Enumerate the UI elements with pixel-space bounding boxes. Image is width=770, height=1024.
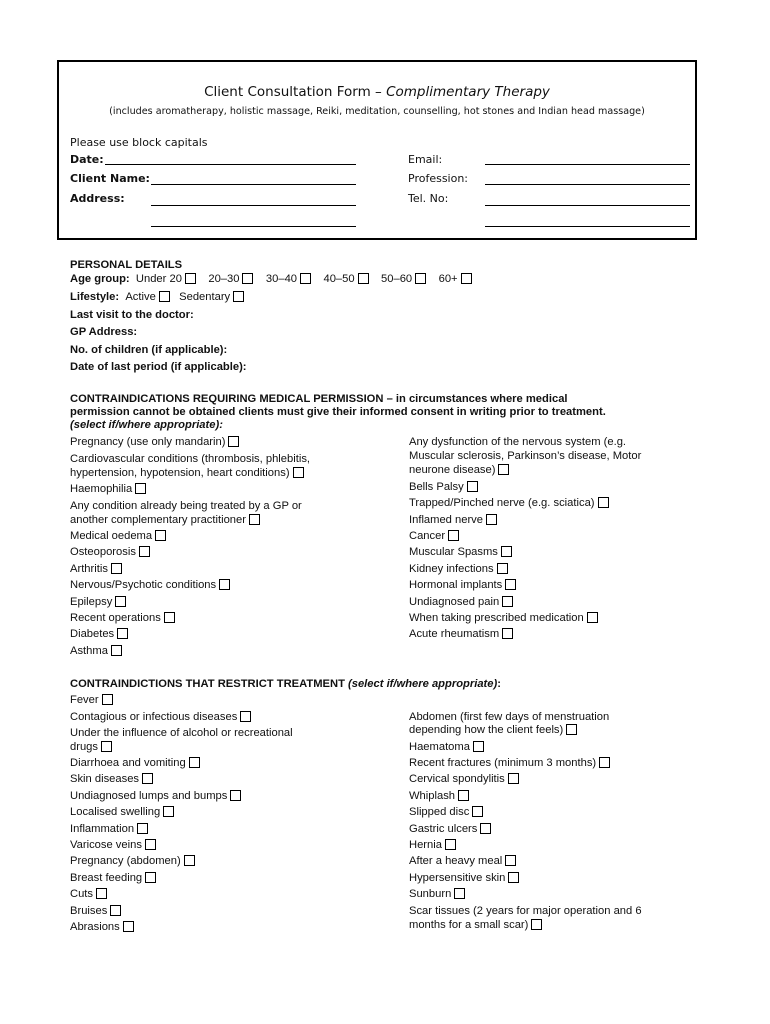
age-checkbox[interactable] — [415, 273, 426, 284]
address-field-line-1[interactable] — [151, 205, 356, 206]
checkbox[interactable] — [508, 872, 519, 883]
list-item: Contagious or infectious diseases — [70, 711, 251, 725]
checkbox[interactable] — [184, 855, 195, 866]
list-item: Inflamed nerve — [409, 514, 497, 528]
email-label: Email: — [408, 153, 443, 166]
gp-address-label: GP Address: — [70, 326, 138, 338]
client-name-field[interactable] — [151, 184, 356, 185]
age-checkbox[interactable] — [300, 273, 311, 284]
list-item: Slipped disc — [409, 806, 483, 820]
list-item: Diarrhoea and vomiting — [70, 757, 200, 771]
age-option: 20–30 — [208, 273, 240, 285]
address-label: Address: — [70, 192, 125, 205]
checkbox[interactable] — [480, 823, 491, 834]
age-checkbox[interactable] — [461, 273, 472, 284]
list-item: Any dysfunction of the nervous system (e.g. — [409, 436, 627, 448]
checkbox[interactable] — [508, 773, 519, 784]
checkbox[interactable] — [472, 806, 483, 817]
lifestyle-checkbox[interactable] — [159, 291, 170, 302]
list-item: Osteoporosis — [70, 546, 150, 560]
tel-field-line-2[interactable] — [485, 226, 690, 227]
checkbox[interactable] — [473, 741, 484, 752]
list-item: another complementary practitioner — [70, 514, 260, 528]
lifestyle-option: Sedentary — [179, 291, 231, 303]
lifestyle-row — [70, 291, 244, 305]
profession-field[interactable] — [485, 184, 690, 185]
medical-permission-heading-line2: permission cannot be obtained clients must give their informed consent in writing prior to treatment. — [70, 406, 606, 418]
list-item: neurone disease) — [409, 464, 509, 478]
list-item: Cuts — [70, 888, 107, 902]
list-item: Pregnancy (use only mandarin) — [70, 436, 239, 450]
list-item: hypertension, hypotension, heart conditions) — [70, 467, 304, 481]
list-item: Whiplash — [409, 790, 469, 804]
checkbox[interactable] — [445, 839, 456, 850]
block-capitals-note: Please use block capitals — [70, 136, 208, 149]
checkbox[interactable] — [467, 481, 478, 492]
checkbox[interactable] — [115, 596, 126, 607]
checkbox[interactable] — [502, 628, 513, 639]
list-item: Nervous/Psychotic conditions — [70, 579, 230, 593]
date-label: Date: — [70, 153, 104, 166]
checkbox[interactable] — [111, 563, 122, 574]
checkbox[interactable] — [566, 724, 577, 735]
checkbox[interactable] — [137, 823, 148, 834]
children-label: No. of children (if applicable): — [70, 344, 228, 356]
checkbox[interactable] — [501, 546, 512, 557]
personal-details-heading: PERSONAL DETAILS — [70, 259, 183, 271]
checkbox[interactable] — [102, 694, 113, 705]
form-title: Client Consultation Form – Complimentary Therapy — [204, 84, 550, 100]
checkbox[interactable] — [240, 711, 251, 722]
checkbox[interactable] — [164, 612, 175, 623]
list-item: Scar tissues (2 years for major operation and 6 — [409, 905, 642, 917]
medical-select-note: (select if/where appropriate): — [70, 419, 223, 431]
list-item: When taking prescribed medication — [409, 612, 598, 626]
checkbox[interactable] — [219, 579, 230, 590]
list-item: Muscular Spasms — [409, 546, 512, 560]
list-item: Skin diseases — [70, 773, 153, 787]
list-item: Undiagnosed pain — [409, 596, 513, 610]
age-option: 60+ — [438, 273, 458, 285]
list-item: Bruises — [70, 905, 121, 919]
client-details-box — [57, 60, 697, 240]
list-item: Pregnancy (abdomen) — [70, 855, 195, 869]
list-item: Epilepsy — [70, 596, 126, 610]
email-field[interactable] — [485, 164, 690, 165]
list-item: Haemophilia — [70, 483, 146, 497]
list-item: Hormonal implants — [409, 579, 516, 593]
address-field-line-2[interactable] — [151, 226, 356, 227]
checkbox[interactable] — [497, 563, 508, 574]
checkbox[interactable] — [101, 741, 112, 752]
checkbox[interactable] — [189, 757, 200, 768]
checkbox[interactable] — [230, 790, 241, 801]
checkbox[interactable] — [135, 483, 146, 494]
profession-label: Profession: — [408, 172, 469, 185]
age-checkbox[interactable] — [358, 273, 369, 284]
checkbox[interactable] — [293, 467, 304, 478]
lifestyle-checkbox[interactable] — [233, 291, 244, 302]
list-item: Medical oedema — [70, 530, 166, 544]
restrict-treatment-heading: CONTRAINDICTIONS THAT RESTRICT TREATMENT (select if/where appropriate): — [70, 678, 501, 690]
list-item: After a heavy meal — [409, 855, 516, 869]
checkbox[interactable] — [145, 839, 156, 850]
checkbox[interactable] — [163, 806, 174, 817]
checkbox[interactable] — [587, 612, 598, 623]
age-group-label: Age group: — [70, 273, 130, 285]
list-item: Abrasions — [70, 921, 134, 935]
checkbox[interactable] — [110, 905, 121, 916]
list-item: Abdomen (first few days of menstruation — [409, 711, 610, 723]
last-visit-label: Last visit to the doctor: — [70, 309, 194, 321]
checkbox[interactable] — [531, 919, 542, 930]
list-item: Inflammation — [70, 823, 148, 837]
list-item: Varicose veins — [70, 839, 156, 853]
checkbox[interactable] — [458, 790, 469, 801]
checkbox[interactable] — [155, 530, 166, 541]
list-item: Hernia — [409, 839, 456, 853]
date-field[interactable] — [105, 164, 356, 165]
checkbox[interactable] — [111, 645, 122, 656]
checkbox[interactable] — [139, 546, 150, 557]
checkbox[interactable] — [498, 464, 509, 475]
list-item: Recent fractures (minimum 3 months) — [409, 757, 610, 771]
list-item: Haematoma — [409, 741, 484, 755]
checkbox[interactable] — [96, 888, 107, 899]
age-option: 50–60 — [381, 273, 413, 285]
list-item: Fever — [70, 694, 113, 708]
checkbox[interactable] — [505, 855, 516, 866]
checkbox[interactable] — [228, 436, 239, 447]
list-item: drugs — [70, 741, 112, 755]
checkbox[interactable] — [142, 773, 153, 784]
lifestyle-label: Lifestyle: — [70, 291, 120, 303]
list-item: Asthma — [70, 645, 122, 659]
age-checkbox[interactable] — [242, 273, 253, 284]
age-option: Under 20 — [135, 273, 182, 285]
list-item: Cardiovascular conditions (thrombosis, phlebitis, — [70, 453, 311, 465]
age-option: 40–50 — [323, 273, 355, 285]
list-item: Kidney infections — [409, 563, 508, 577]
checkbox[interactable] — [454, 888, 465, 899]
tel-label: Tel. No: — [408, 192, 449, 205]
checkbox[interactable] — [123, 921, 134, 932]
checkbox[interactable] — [249, 514, 260, 525]
checkbox[interactable] — [505, 579, 516, 590]
list-item: Arthritis — [70, 563, 122, 577]
list-item: Muscular sclerosis, Parkinson’s disease, Motor — [409, 450, 642, 462]
list-item: Sunburn — [409, 888, 465, 902]
list-item: Trapped/Pinched nerve (e.g. sciatica) — [409, 497, 609, 511]
last-period-label: Date of last period (if applicable): — [70, 361, 247, 373]
age-checkbox[interactable] — [185, 273, 196, 284]
list-item: Undiagnosed lumps and bumps — [70, 790, 241, 804]
list-item: Localised swelling — [70, 806, 174, 820]
checkbox[interactable] — [117, 628, 128, 639]
checkbox[interactable] — [486, 514, 497, 525]
list-item: Cervical spondylitis — [409, 773, 519, 787]
list-item: Gastric ulcers — [409, 823, 491, 837]
client-name-label: Client Name: — [70, 172, 150, 185]
checkbox[interactable] — [599, 757, 610, 768]
checkbox[interactable] — [502, 596, 513, 607]
list-item: Bells Palsy — [409, 481, 478, 495]
form-subtitle: (includes aromatherapy, holistic massage, Reiki, meditation, counselling, hot stones and Indian head massage) — [109, 106, 645, 117]
tel-field-line-1[interactable] — [485, 205, 690, 206]
list-item: months for a small scar) — [409, 919, 542, 933]
list-item: Recent operations — [70, 612, 175, 626]
list-item: Diabetes — [70, 628, 128, 642]
list-item: Breast feeding — [70, 872, 156, 886]
list-item: Hypersensitive skin — [409, 872, 519, 886]
age-option: 30–40 — [265, 273, 298, 285]
checkbox[interactable] — [598, 497, 609, 508]
checkbox[interactable] — [448, 530, 459, 541]
medical-permission-heading: CONTRAINDICATIONS REQUIRING MEDICAL PERMISSION – in circumstances where medical — [70, 393, 568, 405]
list-item: Acute rheumatism — [409, 628, 513, 642]
age-group-row — [70, 273, 472, 287]
list-item: Any condition already being treated by a GP or — [70, 500, 302, 512]
list-item: Under the influence of alcohol or recreational — [70, 727, 293, 739]
lifestyle-option: Active — [125, 291, 156, 303]
list-item: Cancer — [409, 530, 459, 544]
list-item: depending how the client feels) — [409, 724, 577, 738]
checkbox[interactable] — [145, 872, 156, 883]
